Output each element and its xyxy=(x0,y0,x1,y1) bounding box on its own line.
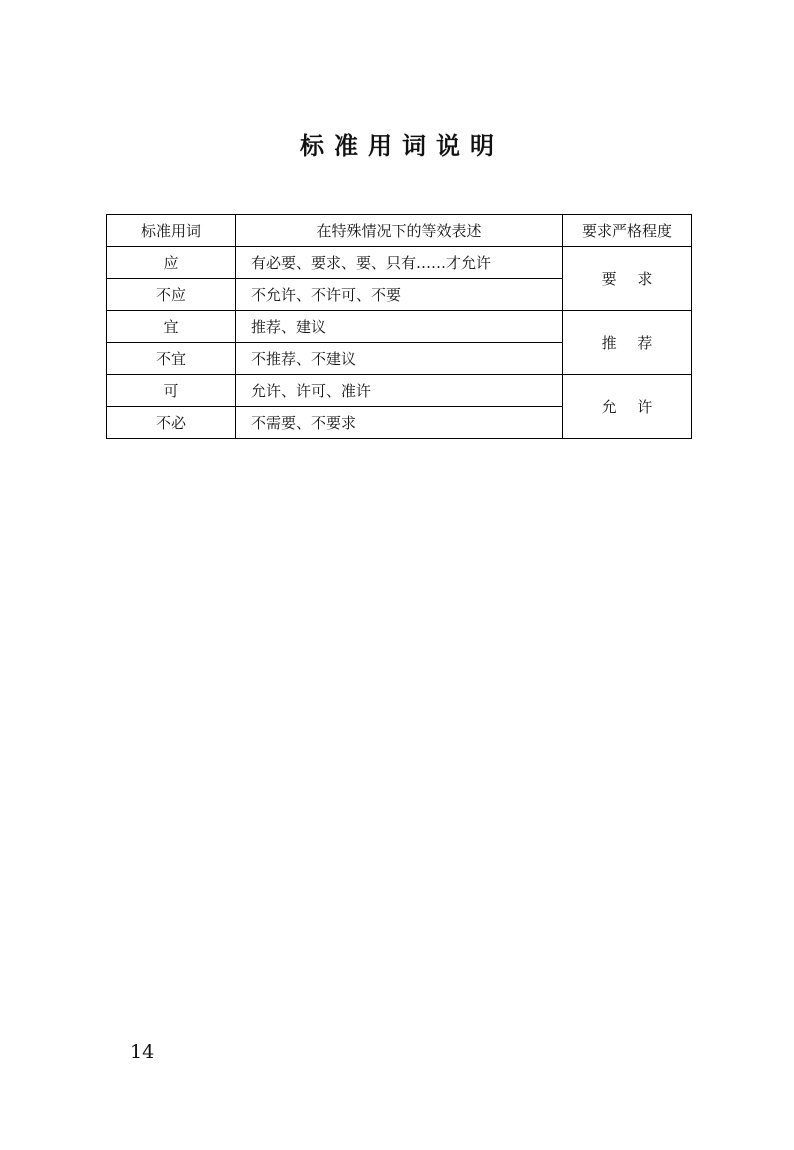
term-cell: 宜 xyxy=(107,311,236,343)
term-cell: 应 xyxy=(107,247,236,279)
strictness-cell: 允 许 xyxy=(563,375,692,439)
equivalent-cell: 不需要、不要求 xyxy=(236,407,563,439)
term-cell: 不宜 xyxy=(107,343,236,375)
header-term: 标准用词 xyxy=(107,215,236,247)
equivalent-cell: 不允许、不许可、不要 xyxy=(236,279,563,311)
term-cell: 不必 xyxy=(107,407,236,439)
table-row xyxy=(107,311,692,343)
term-cell: 不应 xyxy=(107,279,236,311)
header-strictness: 要求严格程度 xyxy=(563,215,692,247)
standard-terms-table xyxy=(106,214,692,439)
page-title: 标准用词说明 xyxy=(300,132,504,160)
equivalent-cell: 允许、许可、准许 xyxy=(236,375,563,407)
header-equivalent: 在特殊情况下的等效表述 xyxy=(236,215,563,247)
table-row xyxy=(107,247,692,279)
equivalent-cell: 不推荐、不建议 xyxy=(236,343,563,375)
strictness-cell: 推 荐 xyxy=(563,311,692,375)
term-cell: 可 xyxy=(107,375,236,407)
table-header-row xyxy=(107,215,692,247)
equivalent-cell: 有必要、要求、要、只有……才允许 xyxy=(236,247,563,279)
page-number: 14 xyxy=(130,1041,155,1063)
table-row xyxy=(107,375,692,407)
equivalent-cell: 推荐、建议 xyxy=(236,311,563,343)
strictness-cell: 要 求 xyxy=(563,247,692,311)
